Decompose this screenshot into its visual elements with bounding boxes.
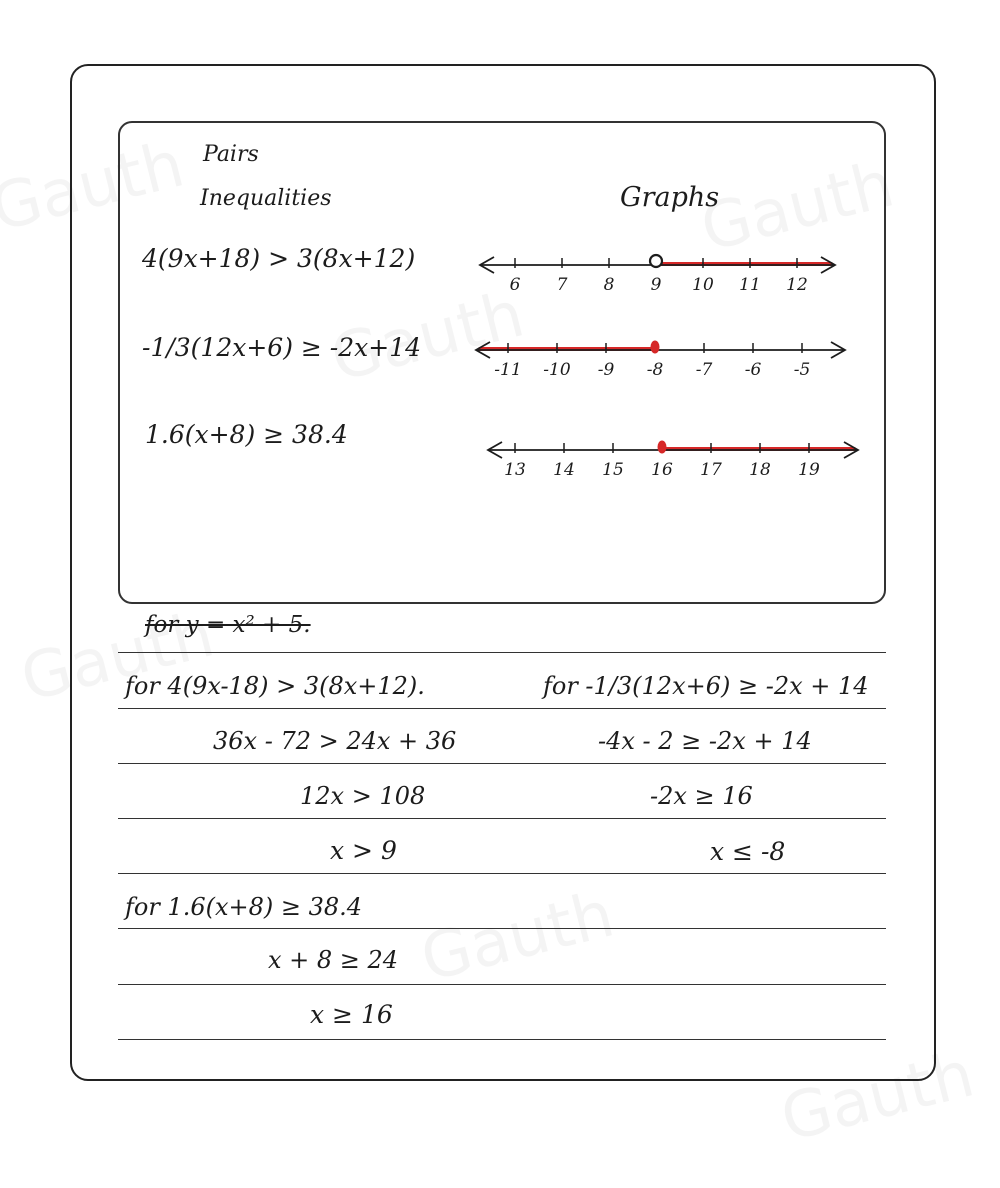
tick-label: 17 — [700, 460, 722, 480]
tick-label: -9 — [597, 360, 615, 380]
work-left-line-2: 36x - 72 > 24x + 36 — [213, 727, 457, 755]
tick-label: -8 — [646, 360, 664, 380]
inequality-1: 4(9x+18) > 3(8x+12) — [142, 244, 416, 273]
tick-label: 13 — [504, 460, 526, 480]
tick-label: 6 — [509, 275, 521, 295]
crossed-out-line: for y = x² + 5. — [145, 612, 311, 638]
closed-circle-marker — [658, 441, 666, 453]
tick-label: -11 — [494, 360, 522, 380]
ruled-line — [118, 873, 886, 874]
tick-label: 7 — [556, 275, 568, 295]
tick-label: -7 — [695, 360, 713, 380]
ruled-line — [118, 1039, 886, 1040]
work-third-line-2: x + 8 ≥ 24 — [268, 946, 399, 974]
tick-label: 15 — [602, 460, 624, 480]
ruled-line — [118, 928, 886, 929]
tick-label: -5 — [793, 360, 811, 380]
tick-label: 9 — [650, 275, 662, 295]
work-left-line-1: for 4(9x-18) > 3(8x+12). — [125, 672, 425, 700]
tick-label: 12 — [786, 275, 808, 295]
ruled-line — [118, 708, 886, 709]
tick-label: 18 — [749, 460, 771, 480]
inequalities-label: Inequalities — [200, 186, 332, 211]
tick-label: 19 — [798, 460, 820, 480]
ruled-line — [118, 984, 886, 985]
work-left-line-4: x > 9 — [330, 836, 397, 865]
inequality-3: 1.6(x+8) ≥ 38.4 — [145, 420, 348, 449]
work-left-line-3: 12x > 108 — [300, 782, 426, 810]
inequality-2: -1/3(12x+6) ≥ -2x+14 — [142, 333, 422, 362]
ruled-line — [118, 652, 886, 653]
tick-label: 14 — [553, 460, 575, 480]
tick-label: 8 — [603, 275, 615, 295]
work-right-line-2: -4x - 2 ≥ -2x + 14 — [598, 727, 812, 755]
ruled-line — [118, 818, 886, 819]
work-right-line-3: -2x ≥ 16 — [650, 782, 753, 810]
tick-label: 11 — [739, 275, 761, 295]
tick-label: -6 — [744, 360, 762, 380]
work-third-line-1: for 1.6(x+8) ≥ 38.4 — [125, 893, 363, 921]
graphs-label: Graphs — [620, 182, 720, 213]
ruled-line — [118, 763, 886, 764]
work-right-line-1: for -1/3(12x+6) ≥ -2x + 14 — [543, 672, 869, 700]
tick-label: -10 — [543, 360, 571, 380]
work-right-line-4: x ≤ -8 — [710, 837, 786, 866]
tick-label: 16 — [651, 460, 673, 480]
work-third-line-3: x ≥ 16 — [310, 1000, 393, 1029]
pairs-label: Pairs — [203, 142, 259, 167]
tick-label: 10 — [692, 275, 714, 295]
